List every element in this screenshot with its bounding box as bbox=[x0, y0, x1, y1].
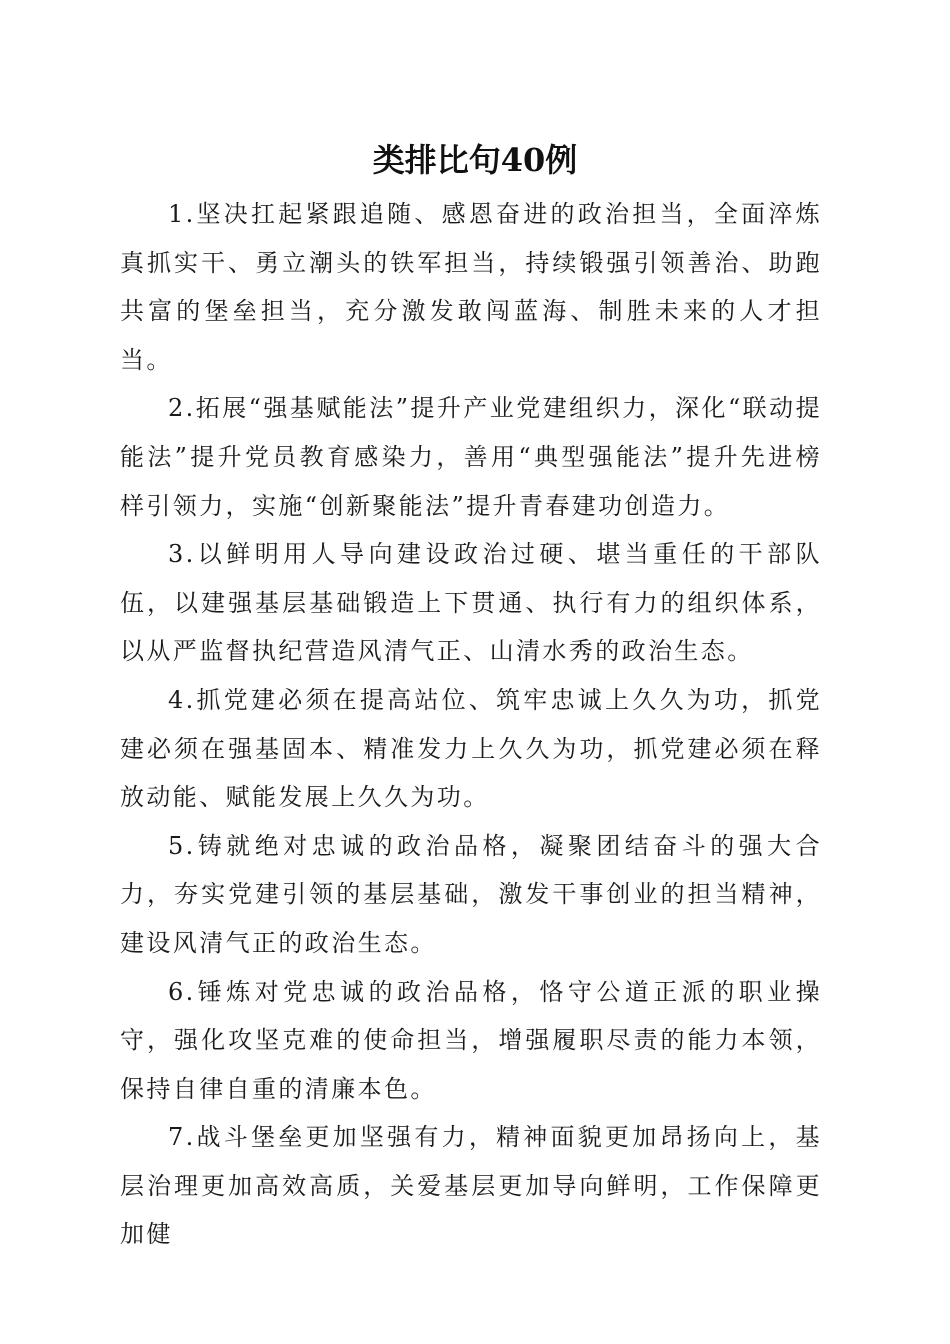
paragraph-5: 5.铸就绝对忠诚的政治品格，凝聚团结奋斗的强大合力，夯实党建引领的基层基础，激发干事创业的担当精神，建设风清气正的政治生态。 bbox=[120, 831, 822, 957]
paragraph-3: 3.以鲜明用人导向建设政治过硬、堪当重任的干部队伍，以建强基层基础锻造上下贯通、执行有力的组织体系，以从严监督执纪营造风清气正、山清水秀的政治生态。 bbox=[120, 540, 822, 666]
paragraph-4: 4.抓党建必须在提高站位、筑牢忠诚上久久为功，抓党建必须在强基固本、精准发力上久久为功，抓党建必须在释放动能、赋能发展上久久为功。 bbox=[120, 685, 822, 812]
paragraph-7: 7.战斗堡垒更加坚强有力，精神面貌更加昂扬向上，基层治理更加高效高质，关爱基层更加导向鲜明，工作保障更加健 bbox=[120, 1123, 822, 1249]
paragraph-1: 1.坚决扛起紧跟追随、感恩奋进的政治担当，全面淬炼真抓实干、勇立潮头的铁军担当，持续锻强引领善治、助跑共富的堡垒担当，充分激发敢闯蓝海、制胜未来的人才担当。 bbox=[120, 200, 822, 374]
document-title: 类排比句40例 bbox=[372, 141, 578, 179]
paragraph-2: 2.拓展“强基赋能法”提升产业党建组织力，深化“联动提能法”提升党员教育感染力，善用“典型强能法”提升先进榜样引领力，实施“创新聚能法”提升青春建功创造力。 bbox=[120, 394, 822, 520]
paragraph-6: 6.锤炼对党忠诚的政治品格，恪守公道正派的职业操守，强化攻坚克难的使命担当，增强履职尽责的能力本领，保持自律自重的清廉本色。 bbox=[120, 977, 822, 1103]
document-body bbox=[120, 190, 822, 1259]
